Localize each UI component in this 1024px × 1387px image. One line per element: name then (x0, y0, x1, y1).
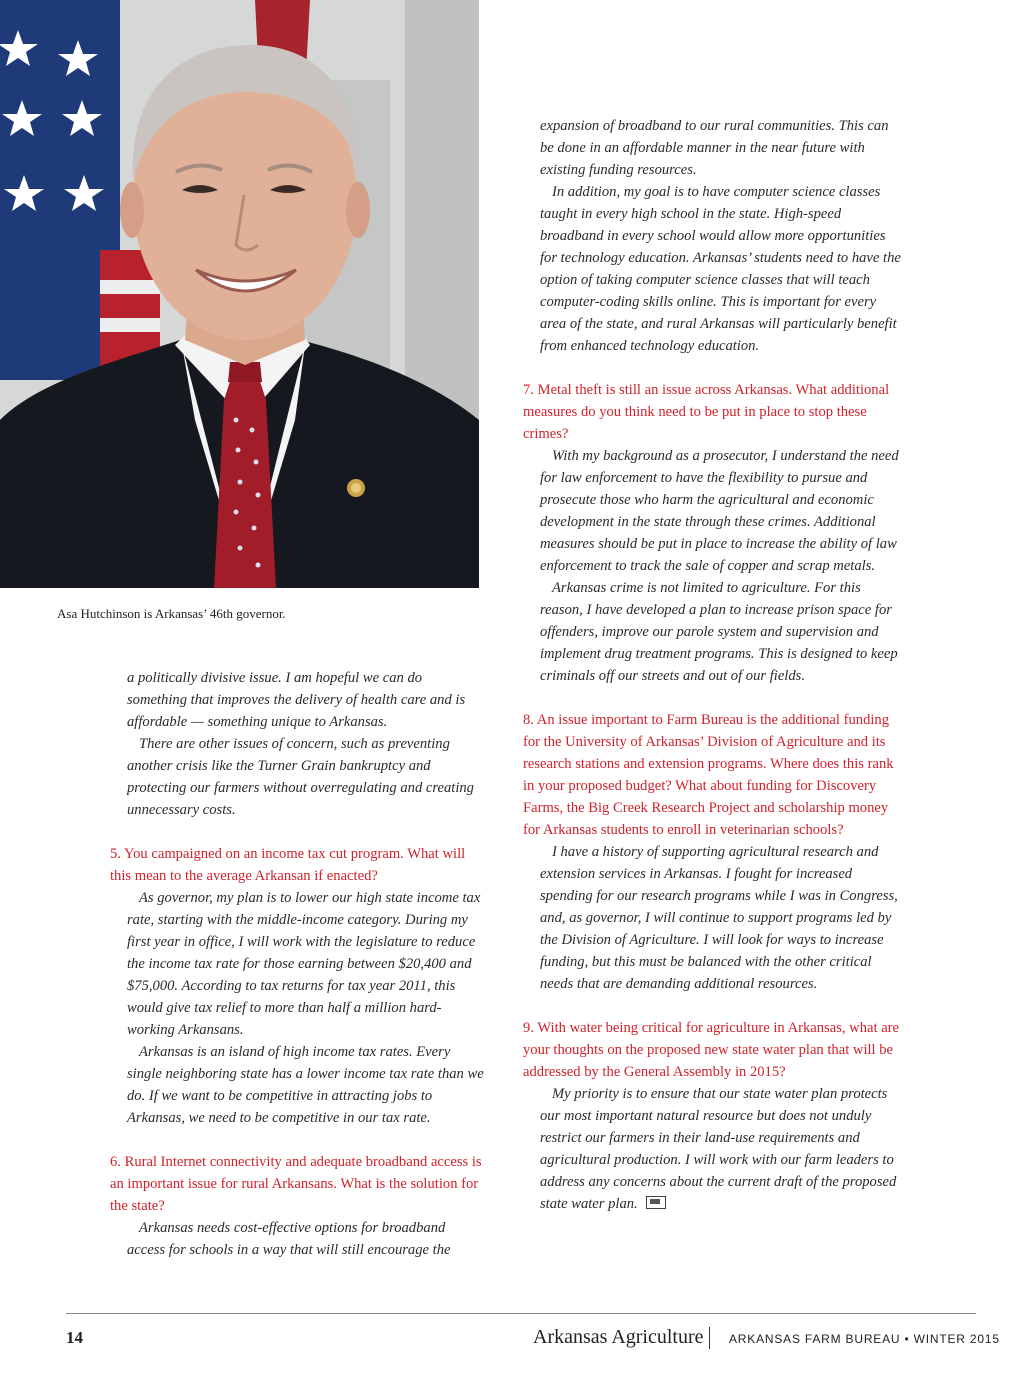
page-number: 14 (66, 1328, 83, 1347)
photo-caption: Asa Hutchinson is Arkansas’ 46th governor. (57, 606, 286, 621)
answer-paragraph: Arkansas needs cost-effective options for broadband access for schools in a way that will still encourage the (127, 1220, 451, 1258)
answer-paragraph: a politically divisive issue. I am hopeful we can do something that improves the delivery of health care and is affordable — something unique to Arkansas. (127, 670, 466, 730)
left-text-column (110, 667, 485, 1261)
answer-8 (523, 841, 903, 995)
footer-separator (709, 1327, 710, 1349)
governor-portrait (0, 0, 479, 588)
question-8: 8. An issue important to Farm Bureau is the additional funding for the University of Arkansas’ Division of Agriculture and its research stations and extension programs. Where does this rank in your proposed budget? What about funding for Discovery Farms, the Big Creek Research Project and scholarship money for Arkansas students to enroll in veterinarian schools? (523, 712, 894, 838)
question-7: 7. Metal theft is still an issue across Arkansas. What additional measures do you think need to be put in place to stop these crimes? (523, 382, 890, 442)
answer-paragraph: As governor, my plan is to lower our high state income tax rate, starting with the middle-income category. During my first year in office, I will work with the legislature to reduce the income tax rate for those earning between $20,400 and $75,000. According to tax returns for tax year 2011, this would give tax relief to more than half a million hard-working Arkansans. (127, 890, 481, 1038)
answer-5 (110, 887, 485, 1129)
answer-paragraph: expansion of broadband to our rural communities. This can be done in an affordable manner in the near future with existing funding resources. (540, 118, 889, 178)
answer-4-continued (110, 667, 485, 821)
footer-divider (66, 1313, 976, 1314)
end-of-article-icon (646, 1196, 666, 1209)
answer-paragraph: I have a history of supporting agricultural research and extension services in Arkansas. I fought for increased spending for our research programs while I was in Congress, and, as governor, I will continue to support programs led by the Division of Agriculture. I will look for ways to increase funding, but this must be balanced with the other critical needs that are demanding additional resources. (540, 844, 898, 992)
answer-6 (110, 1217, 485, 1261)
answer-6-continued (523, 115, 903, 357)
answer-paragraph: Arkansas crime is not limited to agriculture. For this reason, I have developed a plan to increase prison space for offenders, improve our parole system and supervision and implement drug treatment programs. This is designed to keep criminals off our streets and out of our fields. (540, 580, 898, 684)
answer-paragraph: In addition, my goal is to have computer science classes taught in every high school in the state. High-speed broadband in every school would allow more opportunities for technology education. Arkansas’ students need to have the option of taking computer science classes that will teach computer-coding skills online. This is important for every area of the state, and rural Arkansas will particularly benefit from enhanced technology education. (540, 184, 901, 354)
question-5: 5. You campaigned on an income tax cut program. What will this mean to the average Arkansan if enacted? (110, 846, 466, 884)
answer-paragraph: With my background as a prosecutor, I understand the need for law enforcement to have the flexibility to pursue and prosecute those who harm the agricultural and economic development in the state through these crimes. Additional measures should be put in place to increase the ability of law enforcement to track the sale of copper and scrap metals. (540, 448, 899, 574)
magazine-title: Arkansas Agriculture (533, 1326, 704, 1348)
answer-paragraph (540, 1083, 903, 1215)
answer-7 (523, 445, 903, 687)
right-text-column (523, 115, 903, 1215)
answer-paragraph: Arkansas is an island of high income tax rates. Every single neighboring state has a lower income tax rate than we do. If we want to be competitive in attracting jobs to Arkansas, we need to be competitive in our tax rate. (127, 1044, 484, 1126)
answer-9 (523, 1083, 903, 1215)
question-9: 9. With water being critical for agriculture in Arkansas, what are your thoughts on the proposed new state water plan that will be addressed by the General Assembly in 2015? (523, 1020, 900, 1080)
answer-text: My priority is to ensure that our state water plan protects our most important natural resource but does not unduly restrict our farmers in their land-use requirements and agricultural production. I will work with our farm leaders to address any concerns about the current draft of the proposed state water plan. (540, 1086, 897, 1212)
issue-info: ARKANSAS FARM BUREAU • WINTER 2015 (729, 1332, 1000, 1346)
question-6: 6. Rural Internet connectivity and adequate broadband access is an important issue for rural Arkansans. What is the solution for the state? (110, 1154, 482, 1214)
answer-paragraph: There are other issues of concern, such as preventing another crisis like the Turner Grain bankruptcy and protecting our farmers without overregulating and creating unnecessary costs. (127, 736, 474, 818)
